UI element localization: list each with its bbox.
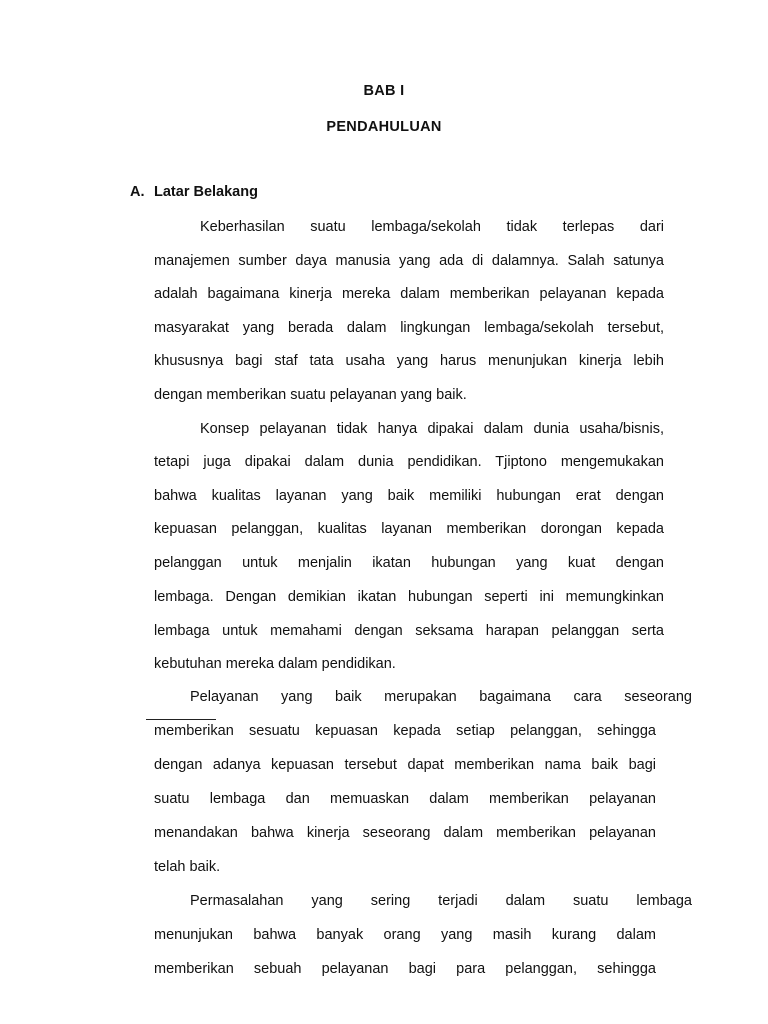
paragraph-line: memberikan sesuatu kepuasan kepada setiap pelanggan, sehingga xyxy=(154,723,656,739)
paragraph-line: Keberhasilan suatu lembaga/sekolah tidak terlepas dari xyxy=(200,219,664,235)
paragraph-line: menunjukan bahwa banyak orang yang masih kurang dalam xyxy=(154,927,656,943)
paragraph-line: Permasalahan yang sering terjadi dalam suatu lembaga xyxy=(190,893,692,909)
chapter-number: BAB I xyxy=(363,83,405,99)
paragraph-line: lembaga. Dengan demikian ikatan hubungan seperti ini memungkinkan xyxy=(154,589,664,605)
paragraph-line: dengan memberikan suatu pelayanan yang baik. xyxy=(154,387,467,403)
paragraph-line: telah baik. xyxy=(154,859,221,875)
paragraph-line: kepuasan pelanggan, kualitas layanan memberikan dorongan kepada xyxy=(154,521,664,537)
section-title: Latar Belakang xyxy=(154,184,258,200)
paragraph-line: Konsep pelayanan tidak hanya dipakai dalam dunia usaha/bisnis, xyxy=(200,421,664,437)
paragraph-line: tetapi juga dipakai dalam dunia pendidikan. Tjiptono mengemukakan xyxy=(154,454,664,470)
paragraph-line: menandakan bahwa kinerja seseorang dalam memberikan pelayanan xyxy=(154,825,656,841)
paragraph-line: masyarakat yang berada dalam lingkungan lembaga/sekolah tersebut, xyxy=(154,320,664,336)
paragraph-line: manajemen sumber daya manusia yang ada di dalamnya. Salah satunya xyxy=(154,253,664,269)
paragraph-line: lembaga untuk memahami dengan seksama harapan pelanggan serta xyxy=(154,623,664,639)
underline-mark xyxy=(146,719,216,720)
paragraph-line: adalah bagaimana kinerja mereka dalam memberikan pelayanan kepada xyxy=(154,286,664,302)
paragraph-line: Pelayanan yang baik merupakan bagaimana cara seseorang xyxy=(190,689,692,705)
paragraph-line: pelanggan untuk menjalin ikatan hubungan yang kuat dengan xyxy=(154,555,664,571)
paragraph-line: suatu lembaga dan memuaskan dalam memberikan pelayanan xyxy=(154,791,656,807)
paragraph-line: bahwa kualitas layanan yang baik memiliki hubungan erat dengan xyxy=(154,488,664,504)
paragraph-line: khususnya bagi staf tata usaha yang harus menunjukan kinerja lebih xyxy=(154,353,664,369)
section-heading xyxy=(130,184,258,200)
section-letter: A. xyxy=(130,184,145,200)
paragraph-line: kebutuhan mereka dalam pendidikan. xyxy=(154,656,396,672)
chapter-title: PENDAHULUAN xyxy=(326,119,442,135)
paragraph-line: memberikan sebuah pelayanan bagi para pelanggan, sehingga xyxy=(154,961,656,977)
paragraph-line: dengan adanya kepuasan tersebut dapat memberikan nama baik bagi xyxy=(154,757,656,773)
